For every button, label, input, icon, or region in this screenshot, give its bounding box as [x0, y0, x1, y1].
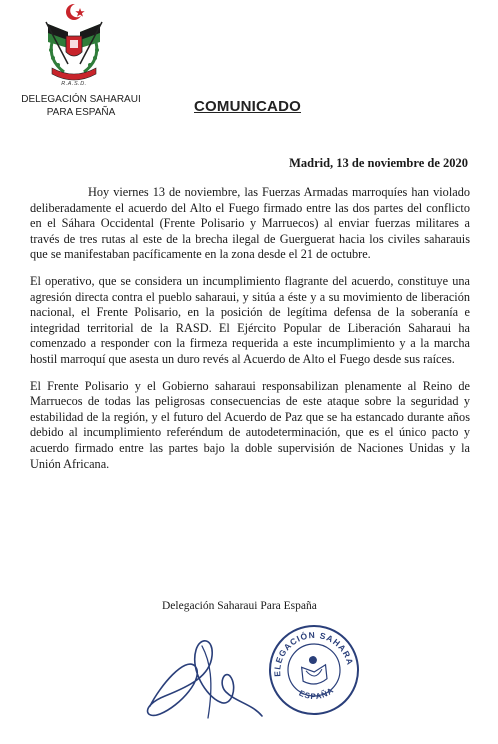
paragraph-3: El Frente Polisario y el Gobierno saharaui responsabilizan plenamente al Reino de Marruecos de todas las peligrosas consecuencias de este ataque sobre la seguridad y estabilidad de la región, y el futuro del Acuerdo de Paz que se ha estancado durante años debido al incumplimiento referéndum de autodeterminación, que es el único pacto y acuerdo firmado entre las partes bajo la doble supervisión de Naciones Unidas y la Unión Africana.	[30, 378, 470, 471]
rasd-emblem-icon	[34, 2, 114, 88]
document-date: Madrid, 13 de noviembre de 2020	[289, 156, 468, 170]
paragraph-1: Hoy viernes 13 de noviembre, las Fuerzas Armadas marroquíes han violado deliberadamente el acuerdo del Alto el Fuego firmado entre las dos partes del conflicto en el Sáhara Occidental (Frente Polisario y Marruecos) al enviar fuerzas militares a través de tres rutas al este de la brecha ilegal de Guerguerat hacia los civiles saharauis que se manifestaban pacíficamente en la zona desde el 21 de octubre.	[30, 185, 470, 262]
signer-name: Delegación Saharaui Para España	[162, 600, 317, 612]
stamp-bottom-text: ESPAÑA	[297, 685, 336, 702]
delegation-line-2: PARA ESPAÑA	[46, 106, 116, 118]
stamp-top-text: DELEGACIÓN SAHARAUI	[272, 629, 356, 677]
svg-text:ESPAÑA	[297, 685, 337, 703]
delegation-line-1: DELEGACIÓN SAHARAUI	[21, 94, 141, 105]
emblem-label: R.A.S.D.	[61, 81, 87, 87]
official-stamp	[262, 620, 366, 720]
handwritten-signature	[140, 626, 270, 726]
delegation-name	[6, 94, 156, 119]
document-body	[30, 185, 470, 483]
paragraph-2: El operativo, que se considera un incumplimiento flagrante del acuerdo, constituye una agresión directa contra el pueblo saharaui, y sitúa a éste y a su movimiento de liberación nacional, el Frente Polisario, en la posición de legítima defensa de la soberanía e integridad territorial de la RASD. El Ejército Popular de Liberación Saharaui ha comenzado a responder con la firmeza requerida a este incumplimiento y a la marcha hostil marroquí que asesta un duro revés al Acuerdo de Alto el Fuego desde sus raíces.	[30, 273, 470, 366]
document-title: COMUNICADO	[194, 98, 301, 115]
